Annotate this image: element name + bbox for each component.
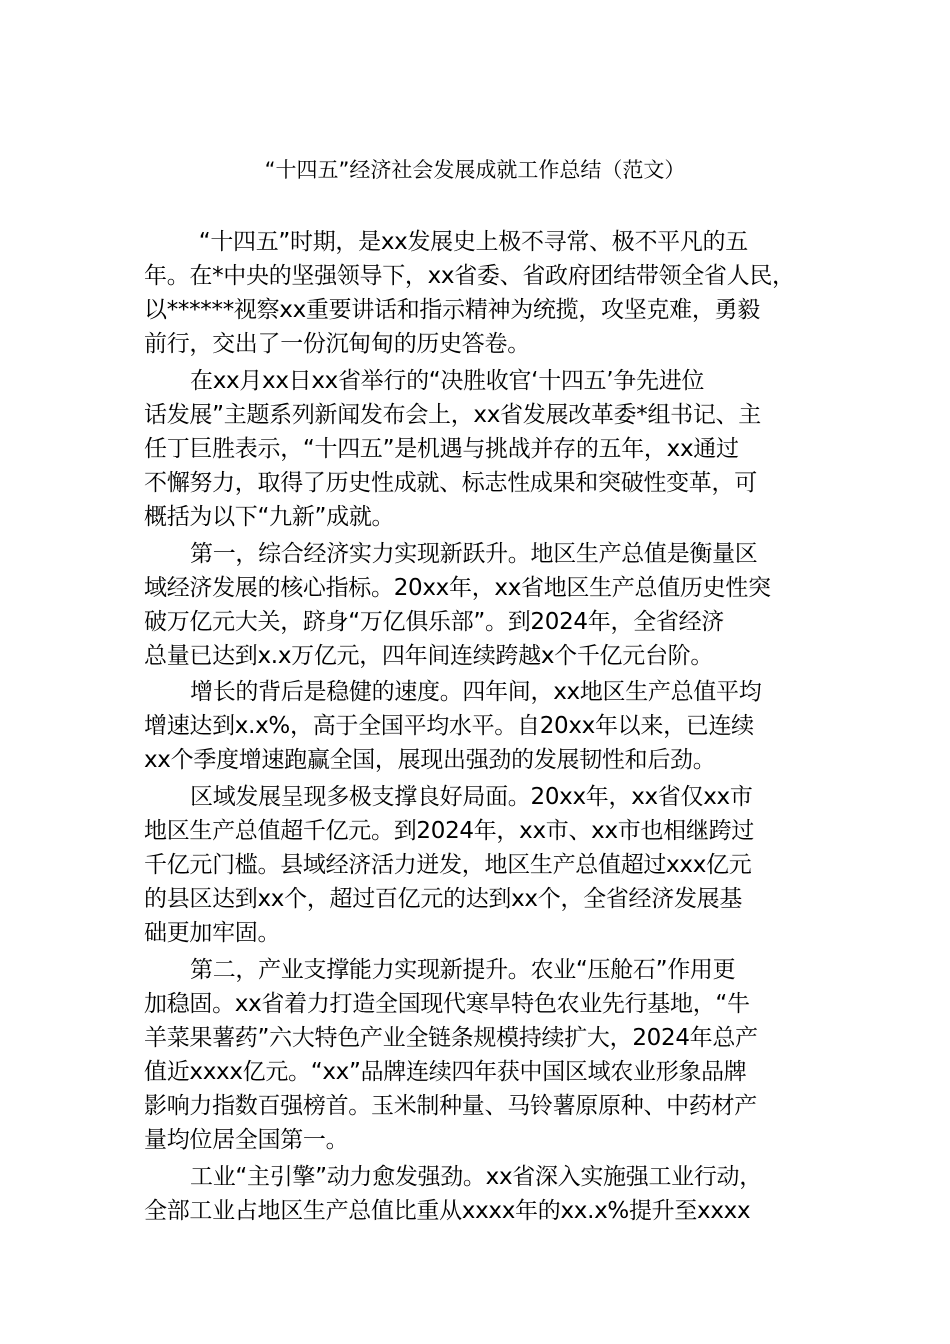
text-line: “十四五”时期，是xx发展史上极不寻常、极不平凡的五 <box>176 229 748 255</box>
text-line: 量均位居全国第一。 <box>144 1127 349 1153</box>
text-line: 任丁巨胜表示，“十四五”是机遇与挑战并存的五年，xx通过 <box>144 436 739 462</box>
text-line: 地区生产总值超千亿元。到2024年，xx市、xx市也相继跨过 <box>144 818 754 844</box>
text-line: 总量已达到x.x万亿元，四年间连续跨越x个千亿元台阶。 <box>144 643 714 669</box>
text-line: 话发展”主题系列新闻发布会上，xx省发展改革委*组书记、主 <box>144 402 761 428</box>
text-line: 区域发展呈现多极支撑良好局面。20xx年，xx省仅xx市 <box>190 784 753 810</box>
text-line: 域经济发展的核心指标。20xx年，xx省地区生产总值历史性突 <box>144 575 771 601</box>
text-line: 在xx月xx日xx省举行的“决胜收官‘十四五’争先进位 <box>190 368 705 394</box>
text-line: 增速达到x.x%，高于全国平均水平。自20xx年以来，已连续 <box>144 713 754 739</box>
text-line: 的县区达到xx个，超过百亿元的达到xx个，全省经济发展基 <box>144 886 743 912</box>
text-line: 概括为以下“九新”成就。 <box>144 504 395 530</box>
text-line: 第一，综合经济实力实现新跃升。地区生产总值是衡量区 <box>190 541 758 567</box>
text-line: 工业“主引擎”动力愈发强劲。xx省深入实施强工业行动， <box>190 1164 762 1190</box>
document-title: “十四五”经济社会发展成就工作总结（范文） <box>264 158 686 182</box>
text-line: 全部工业占地区生产总值比重从xxxx年的xx.x%提升至xxxx <box>144 1198 751 1224</box>
text-line: 年。在*中央的坚强领导下，xx省委、省政府团结带领全省人民， <box>144 263 795 289</box>
text-line: 值近xxxx亿元。“xx”品牌连续四年获中国区域农业形象品牌 <box>144 1059 747 1085</box>
text-line: 加稳固。xx省着力打造全国现代寒旱特色农业先行基地，“牛 <box>144 991 750 1017</box>
text-line: 第二，产业支撑能力实现新提升。农业“压舱石”作用更 <box>190 957 736 983</box>
text-line: 千亿元门槛。县域经济活力迸发，地区生产总值超过xxx亿元 <box>144 852 752 878</box>
text-line: 破万亿元大关，跻身“万亿俱乐部”。到2024年，全省经济 <box>144 609 724 635</box>
text-line: 前行，交出了一份沉甸甸的历史答卷。 <box>144 331 530 357</box>
text-line: 羊菜果薯药”六大特色产业全链条规模持续扩大，2024年总产 <box>144 1025 758 1051</box>
text-line: 增长的背后是稳健的速度。四年间，xx地区生产总值平均 <box>190 679 762 705</box>
text-line: 以******视察xx重要讲话和指示精神为统揽，攻坚克难，勇毅 <box>144 297 760 323</box>
text-line: 不懈努力，取得了历史性成就、标志性成果和突破性变革，可 <box>144 470 757 496</box>
text-line: 影响力指数百强榜首。玉米制种量、马铃薯原原种、中药材产 <box>144 1093 757 1119</box>
text-line: 础更加牢固。 <box>144 920 281 946</box>
text-line: xx个季度增速跑赢全国，展现出强劲的发展韧性和后劲。 <box>144 747 716 773</box>
